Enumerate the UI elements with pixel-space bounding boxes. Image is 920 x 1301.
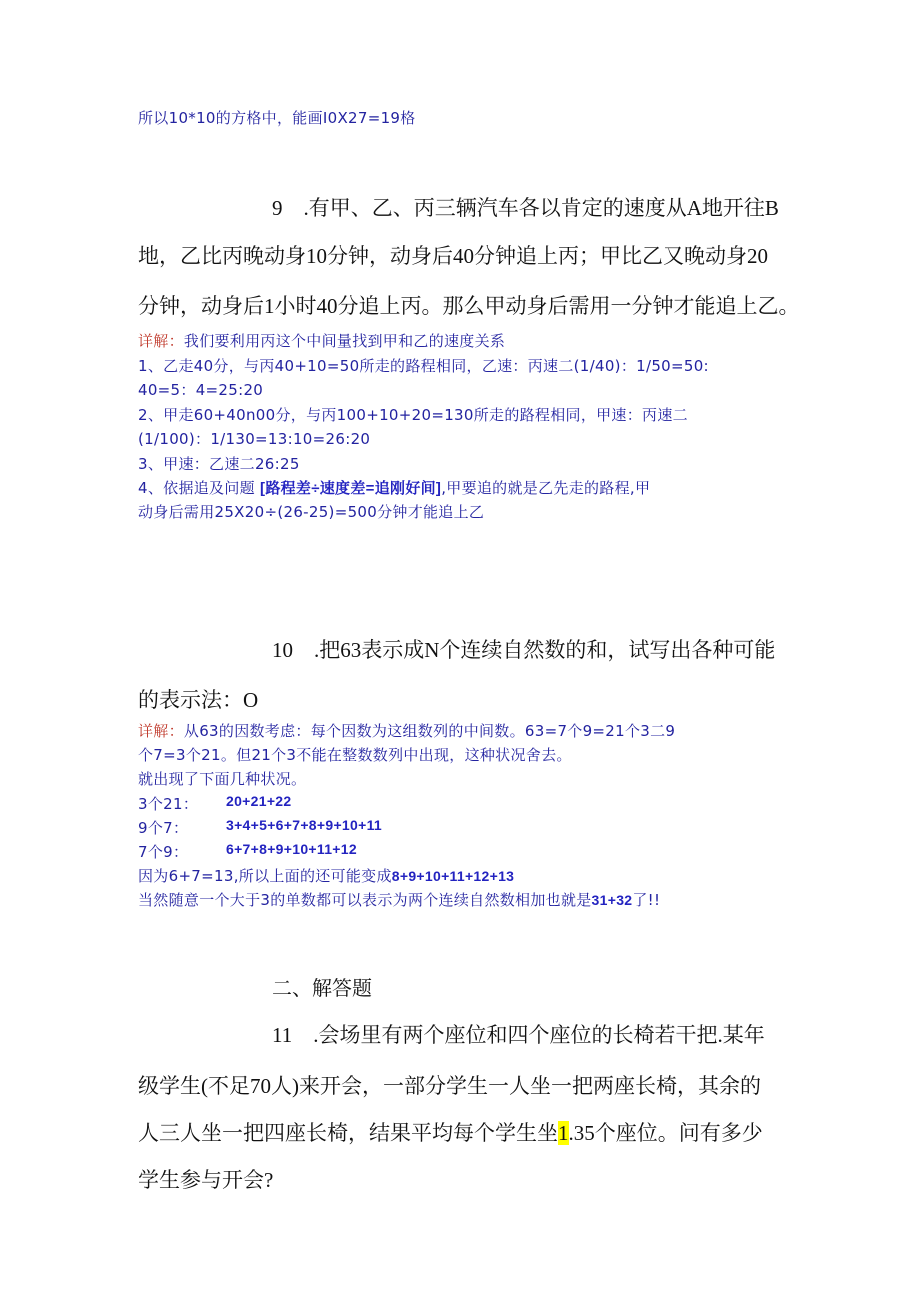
section-heading: 二、解答题 (272, 978, 372, 1000)
a9-line-6-end: ,甲要追的就是乙先走的路程,甲 (441, 479, 651, 497)
a9-line-7: 动身后需用25X20÷(26-25)=500分钟才能追上乙 (138, 503, 485, 521)
a10-line-7-sum: 8+9+10+11+12+13 (391, 868, 515, 884)
a10-row-3-label: 7个9： (138, 843, 189, 861)
q10-line-2: 的表示法：O (138, 688, 259, 712)
a10-line-2: 个7=3个21。但21个3不能在整数数列中出现，这种状况舍去。 (138, 746, 572, 764)
q10-line-1: 10 .把63表示成N个连续自然数的和，试写出各种可能 (272, 638, 776, 662)
a9-line-3: 2、甲走60+40n00分，与丙100+10+20=130所走的路程相同，甲速：丙速二 (138, 406, 688, 424)
q11-line-3 (138, 1117, 763, 1147)
a10-row-1-value: 20+21+22 (226, 793, 292, 809)
a9-line-1: 1、乙走40分，与丙40+10=50所走的路程相同，乙速：丙速二(1/40)：1/50=50: (138, 357, 709, 375)
a10-line-8-end: 了!! (632, 891, 661, 909)
a10-row-3-value: 6+7+8+9+10+11+12 (226, 841, 357, 857)
q11-line-4: 学生参与开会? (138, 1168, 274, 1192)
a10-line-1 (138, 720, 675, 741)
a10-row-2-label: 9个7： (138, 819, 189, 837)
q9-line-2: 地，乙比丙晚动身10分钟，动身后40分钟追上丙；甲比乙又晚动身20 (138, 244, 768, 268)
a10-line-1-text: 从63的因数考虑：每个因数为这组数列的中间数。63=7个9=21个3二9 (183, 722, 676, 740)
a9-line-2: 40=5：4=25:20 (138, 381, 264, 399)
q9-line-3: 分钟，动身后1小时40分追上丙。那么甲动身后需用一分钟才能追上乙。 (138, 294, 800, 318)
a10-line-3: 就出现了下面几种状况。 (138, 770, 307, 788)
a9-line-4: (1/100)：1/130=13:10=26:20 (138, 430, 371, 448)
a9-line-6 (138, 477, 650, 498)
a10-row-2-value: 3+4+5+6+7+8+9+10+11 (226, 817, 382, 833)
q11-line-2: 级学生(不足70人)来开会，一部分学生一人坐一把两座长椅，其余的 (138, 1074, 761, 1098)
a10-line-8-sum: 31+32 (591, 892, 633, 908)
a9-line-5: 3、甲速：乙速二26:25 (138, 455, 300, 473)
a10-line-8 (138, 889, 660, 910)
q11-line-3-start: 人三人坐一把四座长椅，结果平均每个学生坐 (138, 1121, 558, 1145)
a9-line-6-start: 4、依据追及问题 (138, 479, 255, 497)
previous-answer-line: 所以10*10的方格中，能画I0X27=19格 (138, 109, 416, 127)
a9-intro (138, 330, 505, 351)
a10-line-7 (138, 865, 514, 886)
q9-line-1: 9 .有甲、乙、丙三辆汽车各以肯定的速度从A地开往B (272, 196, 779, 220)
highlighted-digit: 1 (558, 1121, 569, 1145)
a10-label: 详解： (138, 722, 184, 740)
a10-line-7-text: 因为6+7=13,所以上面的还可能变成 (138, 867, 392, 885)
a9-label: 详解： (138, 332, 184, 350)
a10-row-1-label: 3个21： (138, 795, 199, 813)
a9-intro-text: 我们要利用丙这个中间量找到甲和乙的速度关系 (183, 332, 506, 350)
q11-line-3-end: .35个座位。问有多少 (568, 1121, 763, 1145)
a10-line-8-text: 当然随意一个大于3的单数都可以表示为两个连续自然数相加也就是 (138, 891, 592, 909)
a9-formula: [路程差÷速度差=追刚好间] (260, 480, 442, 497)
q11-line-1: 11 .会场里有两个座位和四个座位的长椅若干把.某年 (272, 1023, 765, 1047)
